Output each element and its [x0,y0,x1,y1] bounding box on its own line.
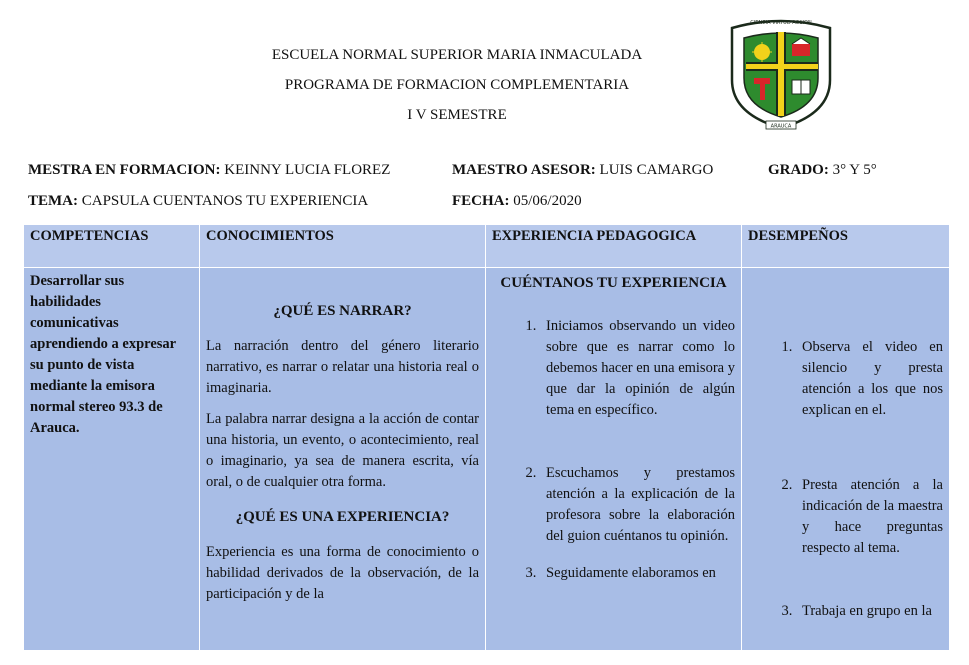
cell-experiencia [486,268,742,651]
title-que-es-experiencia: ¿QUÉ ES UNA EXPERIENCIA? [235,509,450,525]
experiencia-list [492,316,735,584]
fecha-label: FECHA: [452,193,510,209]
semester: I V SEMESTRE [407,107,507,123]
lesson-plan-table [23,224,950,651]
tema-value: CAPSULA CUENTANOS TU EXPERIENCIA [78,193,369,209]
title-cuentanos: CUÉNTANOS TU EXPERIENCIA [500,275,727,291]
list-item: 3. Seguidamente elaboramos en [540,563,735,584]
maestra-label: MESTRA EN FORMACION: [28,162,221,178]
desempenos-list [748,337,943,622]
svg-text:ARAUCA: ARAUCA [770,123,792,130]
document-header [150,40,764,130]
school-crest-logo [722,10,840,132]
header-desempenos: DESEMPEÑOS [742,225,950,268]
table-row [24,268,950,651]
header-experiencia: EXPERIENCIA PEDAGOGICA [486,225,742,268]
grado-field [768,162,877,179]
list-item: 1. Observa el video en silencio y presta atención a los que nos explican en el. [796,337,943,421]
cell-conocimientos [200,268,486,651]
header-conocimientos: CONOCIMIENTOS [200,225,486,268]
program-name: PROGRAMA DE FORMACION COMPLEMENTARIA [284,77,630,93]
list-item: 2. Presta atención a la indicación de la maestra y hace preguntas respecto al tema. [796,475,943,559]
grado-value: 3° Y 5° [828,162,877,178]
list-item: 2. Escuchamos y prestamos atención a la explicación de la profesora sobre la elaboración del guion cuéntanos tu opinión. [540,463,735,547]
paragraph: La narración dentro del género literario narrativo, es narrar o relatar una historia real o imaginaria. [206,338,479,396]
asesor-value: LUIS CAMARGO [595,162,714,178]
svg-text:CIENCIA VIRTUD ACCION: CIENCIA VIRTUD ACCION [750,20,812,26]
title-que-es-narrar: ¿QUÉ ES NARRAR? [273,303,412,319]
header-competencias: COMPETENCIAS [24,225,200,268]
list-item: 3. Trabaja en grupo en la [796,601,943,622]
fecha-field [452,193,582,210]
asesor-label: MAESTRO ASESOR: [452,162,596,178]
maestra-field [28,162,390,179]
tema-field [28,193,368,210]
asesor-field [452,162,713,179]
paragraph: La palabra narrar designa a la acción de contar una historia, un evento, o acontecimiento, real o imaginario, ya sea de manera escrita, vía oral, o de cualquier otra forma. [206,411,479,490]
list-item: 1. Iniciamos observando un video sobre que es narrar como lo debemos hacer en una emisora y que dar la opinión de algún tema en específico. [540,316,735,421]
school-name: ESCUELA NORMAL SUPERIOR MARIA INMACULADA [271,47,643,63]
cell-desempenos [742,268,950,651]
grado-label: GRADO: [768,162,829,178]
maestra-value: KEINNY LUCIA FLOREZ [220,162,391,178]
tema-label: TEMA: [28,193,78,209]
fecha-value: 05/06/2020 [509,193,582,209]
paragraph: Experiencia es una forma de conocimiento o habilidad derivados de la observación, de la participación y de la [206,544,479,602]
cell-competencias: Desarrollar sus habilidades comunicativas aprendiendo a expresar su punto de vista mediante la emisora normal stereo 93.3 de Arauca. [24,268,200,651]
table-header-row [24,225,950,268]
